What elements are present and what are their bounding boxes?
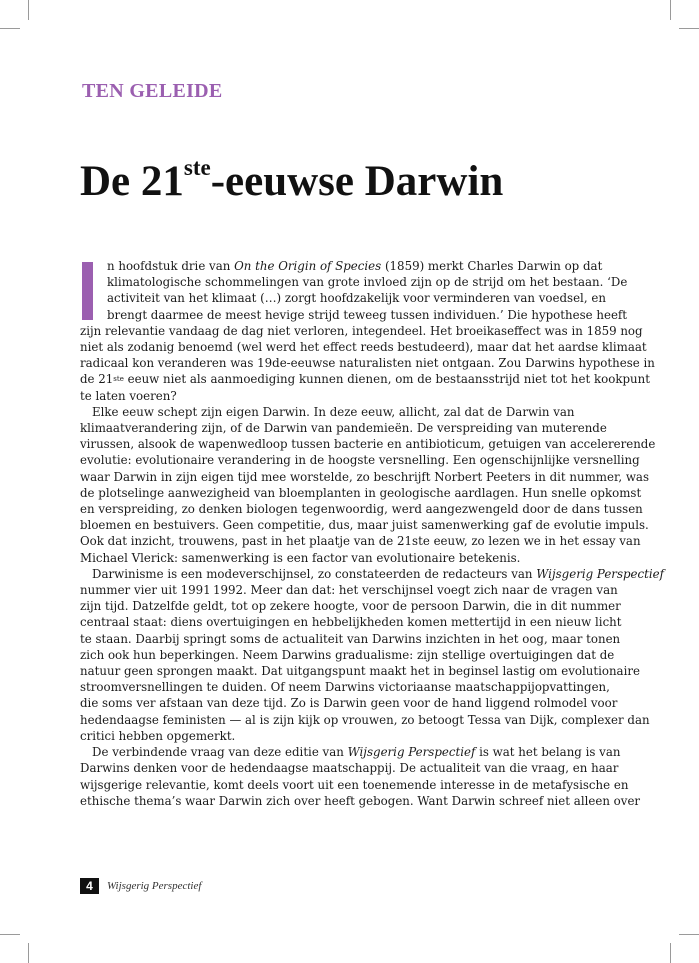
body-text: te laten voeren? bbox=[80, 388, 177, 403]
title-main: De 21 bbox=[80, 158, 184, 205]
body-text: brengt daarmee de meest hevige strijd teweeg tussen individuen.’ Die hypothese heeft bbox=[107, 307, 628, 322]
body-text: Michael Vlerick: samenwerking is een factor van evolutionaire betekenis. bbox=[80, 550, 521, 565]
body-text: zich ook hun beperkingen. Neem Darwins gradualisme: zijn stellige overtuigingen dat de bbox=[80, 647, 615, 662]
body-text: centraal staat: diens overtuigingen en hebbelijkheden komen mettertijd in een nieuw licht bbox=[80, 615, 622, 630]
body-line bbox=[80, 631, 620, 647]
body-text: die soms ver afstaan van deze tijd. Zo is Darwin geen voor de hand liggend rolmodel voor bbox=[80, 696, 618, 711]
body-text: de 21 bbox=[80, 372, 114, 387]
body-line bbox=[80, 404, 620, 420]
section-label: TEN GELEIDE bbox=[82, 80, 223, 102]
body-line bbox=[80, 712, 650, 728]
body-line bbox=[80, 290, 620, 306]
body-line bbox=[80, 258, 620, 274]
body-line bbox=[80, 452, 640, 468]
body-line bbox=[80, 647, 620, 663]
body-text: zijn tijd. Datzelfde geldt, tot op zekere hoogte, voor de persoon Darwin, die in dit nummer bbox=[80, 599, 621, 614]
crop-mark-top-right-v bbox=[670, 0, 671, 20]
crop-mark-bottom-right-v bbox=[670, 943, 671, 963]
body-text: wijsgerige relevantie, komt deels voort uit een toenemende interesse in de metafysische en bbox=[80, 777, 629, 792]
superscript: ste bbox=[113, 375, 124, 384]
article-body bbox=[80, 258, 664, 809]
body-line bbox=[80, 501, 643, 517]
body-line bbox=[80, 517, 649, 533]
body-text: stroomversnellingen te duiden. Of neem Darwins victoriaanse maatschappijopvattingen, bbox=[80, 680, 610, 695]
body-line bbox=[80, 355, 655, 371]
crop-mark-bottom-left bbox=[0, 934, 20, 935]
body-text: virussen, alsook de wapenwedloop tussen bacterie en antibioticum, getuigen van accelererende bbox=[80, 437, 656, 452]
body-text: radicaal kon veranderen was 19de-eeuwse naturalisten niet ontgaan. Zou Darwins hypothese in bbox=[80, 356, 655, 371]
body-line bbox=[80, 728, 620, 744]
body-text: n hoofdstuk drie van bbox=[107, 259, 235, 273]
body-text: de plotselinge aanwezigheid van bloemplanten in geologische aardlagen. Hun snelle opkomst bbox=[80, 485, 642, 500]
title-rest: -eeuwse Darwin bbox=[210, 158, 504, 205]
body-text: De verbindende vraag van deze editie van bbox=[92, 745, 348, 760]
body-text: activiteit van het klimaat (…) zorgt hoofdzakelijk voor verminderen van voedsel, en bbox=[107, 291, 606, 306]
journal-name: Wijsgerig Perspectief bbox=[107, 880, 202, 892]
page-number: 4 bbox=[80, 878, 99, 894]
body-line bbox=[80, 793, 641, 809]
body-text: klimaatverandering zijn, of de Darwin van pandemieën. De verspreiding van muterende bbox=[80, 421, 607, 436]
body-text: bloemen en bestuivers. Geen competitie, dus, maar juist samenwerking gaf de evolutie impuls. bbox=[80, 518, 649, 533]
crop-mark-top-left bbox=[0, 28, 20, 29]
body-text: niet als zodanig benoemd (wel werd het effect reeds bestudeerd), maar dat het aardse klimaat bbox=[80, 340, 647, 355]
crop-mark-top-left-v bbox=[28, 0, 29, 20]
italic-title: Wijsgerig Perspectief bbox=[536, 566, 664, 581]
body-line bbox=[80, 533, 641, 549]
page-title bbox=[80, 155, 504, 205]
body-text: waar Darwin in zijn eigen tijd mee worstelde, zo beschrijft Norbert Peeters in dit nummer, was bbox=[80, 469, 650, 484]
body-line bbox=[80, 388, 620, 404]
body-line bbox=[80, 307, 628, 323]
body-line bbox=[80, 663, 640, 679]
page-footer bbox=[80, 878, 201, 894]
body-text: (1859) merkt Charles Darwin op dat bbox=[381, 259, 603, 273]
body-line bbox=[80, 274, 628, 290]
crop-mark-top-right bbox=[679, 28, 699, 29]
body-text: klimatologische schommelingen van grote invloed zijn op de strijd om het bestaan. ‘De bbox=[107, 275, 628, 290]
body-line bbox=[80, 323, 643, 339]
body-line bbox=[80, 371, 650, 387]
body-text: Darwins denken voor de hedendaagse maatschappij. De actualiteit van die vraag, en haar bbox=[80, 761, 619, 776]
body-text: eeuw niet als aanmoediging kunnen dienen, om de bestaansstrijd niet tot het kookpunt bbox=[123, 372, 650, 387]
body-line bbox=[80, 695, 620, 711]
body-line bbox=[80, 760, 620, 776]
crop-mark-bottom-right bbox=[679, 934, 699, 935]
body-text: en verspreiding, zo denken biologen tegenwoordig, werd aangezwengeld door de dans tussen bbox=[80, 502, 643, 517]
body-line bbox=[80, 744, 620, 760]
italic-title: On the Origin of Species bbox=[234, 259, 382, 273]
body-text: zijn relevantie vandaag de dag niet verloren, integendeel. Het broeikaseffect was in 1859 nog bbox=[80, 323, 643, 338]
italic-title: Wijsgerig Perspectief bbox=[347, 745, 476, 760]
body-line bbox=[80, 339, 647, 355]
body-line bbox=[80, 582, 620, 598]
body-line bbox=[80, 777, 629, 793]
body-text: nummer vier uit 1991 1992. Meer dan dat: het verschijnsel voegt zich naar de vragen van bbox=[80, 583, 618, 598]
body-text: hedendaagse feministen — al is zijn kijk op vrouwen, zo betoogt Tessa van Dijk, complexer dan bbox=[80, 712, 650, 727]
body-line bbox=[80, 469, 650, 485]
body-line bbox=[80, 550, 620, 566]
body-line bbox=[80, 566, 664, 582]
body-text: ethische thema’s waar Darwin zich over heeft gebogen. Want Darwin schreef niet alleen over bbox=[80, 793, 641, 808]
body-line bbox=[80, 436, 656, 452]
body-text: Ook dat inzicht, trouwens, past in het plaatje van de 21ste eeuw, zo lezen we in het essay van bbox=[80, 534, 641, 549]
crop-mark-bottom-left-v bbox=[28, 943, 29, 963]
body-text: is wat het belang is van bbox=[475, 745, 621, 760]
body-line bbox=[80, 598, 620, 614]
body-line bbox=[80, 614, 620, 630]
body-text: critici hebben opgemerkt. bbox=[80, 728, 236, 743]
body-text: natuur geen sprongen maakt. Dat uitgangspunt maakt het in beginsel lastig om evolutionaire bbox=[80, 664, 640, 679]
body-text: Darwinisme is een modeverschijnsel, zo constateerden de redacteurs van bbox=[92, 566, 537, 581]
body-line bbox=[80, 420, 620, 436]
body-line bbox=[80, 485, 642, 501]
body-text: Elke eeuw schept zijn eigen Darwin. In deze eeuw, allicht, zal dat de Darwin van bbox=[92, 404, 575, 419]
body-text: evolutie: evolutionaire verandering in de hoogste versnelling. Een ogenschijnlijke versnelling bbox=[80, 453, 640, 468]
body-text: te staan. Daarbij springt soms de actualiteit van Darwins inzichten in het oog, maar tonen bbox=[80, 631, 621, 646]
body-line bbox=[80, 679, 620, 695]
title-superscript: ste bbox=[183, 155, 211, 180]
